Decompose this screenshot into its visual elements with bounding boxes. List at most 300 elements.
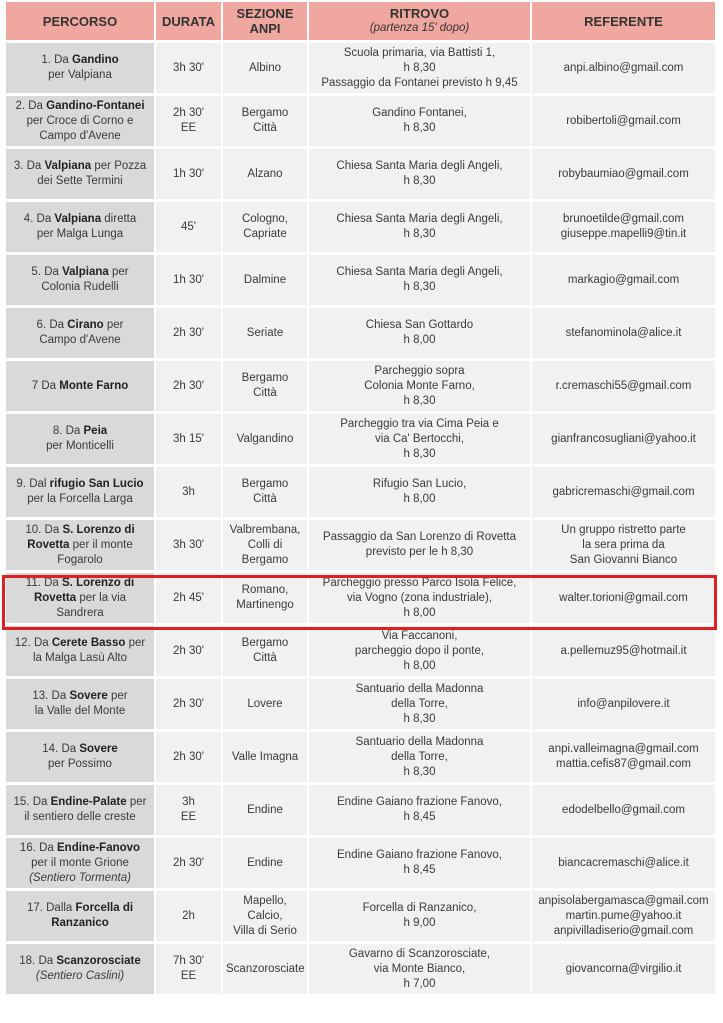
cell-ritrovo xyxy=(309,414,532,467)
ritrovo-line: h 8,30 xyxy=(403,394,436,407)
table-body xyxy=(6,43,717,997)
header-ritrovo xyxy=(309,2,532,43)
cell-ritrovo xyxy=(309,361,532,414)
ritrovo-line: Parcheggio tra via Cima Peia e xyxy=(340,417,499,430)
cell-ritrovo xyxy=(309,467,532,520)
referente-line: brunoetilde@gmail.com xyxy=(563,213,684,225)
percorso-text: per Croce di Corno e xyxy=(26,114,134,127)
cell-durata xyxy=(156,361,223,414)
referente-line: edodelbello@gmail.com xyxy=(562,803,685,816)
percorso-place: Gandino-Fontanei xyxy=(46,99,145,112)
cell-percorso xyxy=(6,891,156,944)
percorso-text: per Possimo xyxy=(48,758,112,770)
percorso-line xyxy=(9,538,151,553)
cell-durata xyxy=(156,255,223,308)
ritrovo-line: Gavarno di Scanzorosciate, xyxy=(348,947,491,960)
table-row xyxy=(6,520,717,573)
percorso-text: 8. Da xyxy=(52,425,84,437)
percorso-text: per il monte Grione xyxy=(31,856,129,869)
cell-durata xyxy=(156,414,223,467)
percorso-line xyxy=(9,916,151,931)
sezione-line: Cologno, xyxy=(241,213,289,225)
header-referente: REFERENTE xyxy=(532,2,717,43)
cell-sezione xyxy=(223,414,309,467)
cell-ritrovo xyxy=(309,944,532,997)
cell-sezione xyxy=(223,467,309,520)
cell-ritrovo xyxy=(309,838,532,891)
sezione-line: Endine xyxy=(247,856,283,869)
cell-percorso xyxy=(6,149,156,202)
percorso-place: S. Lorenzo di xyxy=(62,523,135,536)
percorso-place: Cirano xyxy=(67,319,104,331)
ritrovo-line: h 7,00 xyxy=(403,977,436,990)
referente-line: robybaumiao@gmail.com xyxy=(558,167,689,180)
percorso-line xyxy=(9,742,151,757)
percorso-text: 13. Da xyxy=(32,690,70,702)
percorso-line xyxy=(9,606,151,621)
ritrovo-line: h 8,30 xyxy=(403,228,436,240)
cell-percorso xyxy=(6,255,156,308)
cell-referente xyxy=(532,43,717,96)
ritrovo-line: della Torre, xyxy=(391,697,448,710)
durata-line: 2h 30' xyxy=(173,644,204,657)
ritrovo-line: Santuario della Madonna xyxy=(355,735,484,748)
sezione-line: Villa di Serio xyxy=(233,924,297,937)
cell-ritrovo xyxy=(309,732,532,785)
table-row xyxy=(6,573,717,626)
sezione-line: Scanzorosciate xyxy=(226,962,305,975)
cell-percorso xyxy=(6,838,156,891)
cell-ritrovo xyxy=(309,149,532,202)
cell-ritrovo xyxy=(309,626,532,679)
percorso-text: (Sentiero Caslini) xyxy=(35,970,125,982)
ritrovo-line: h 8,00 xyxy=(403,606,436,619)
percorso-line xyxy=(9,810,151,825)
percorso-text: per xyxy=(125,637,146,649)
sezione-line: Città xyxy=(253,387,277,399)
durata-line: 2h 30' xyxy=(173,326,204,339)
percorso-place: Endine-Palate xyxy=(50,796,127,808)
referente-line: r.cremaschi55@gmail.com xyxy=(555,379,692,392)
ritrovo-line: Passaggio da San Lorenzo di Rovetta xyxy=(322,531,517,543)
sezione-line: Romano, xyxy=(241,584,289,596)
percorso-line xyxy=(9,280,151,295)
cell-sezione xyxy=(223,732,309,785)
percorso-text: 15. Da xyxy=(13,796,51,808)
header-percorso: PERCORSO xyxy=(6,2,156,43)
ritrovo-line: via Vogno (zona industriale), xyxy=(346,591,493,604)
percorso-text: Campo d'Avene xyxy=(39,129,121,142)
percorso-text: dei Sette Termini xyxy=(37,175,123,187)
cell-referente xyxy=(532,255,717,308)
percorso-text: 12. Da xyxy=(14,637,52,649)
ritrovo-line: Chiesa San Gottardo xyxy=(365,319,474,331)
cell-sezione xyxy=(223,679,309,732)
cell-durata xyxy=(156,573,223,626)
routes-table xyxy=(6,2,717,997)
percorso-place: Gandino xyxy=(72,54,119,66)
percorso-line xyxy=(9,795,151,810)
ritrovo-line: Parcheggio sopra xyxy=(374,364,465,377)
durata-line: 2h xyxy=(182,909,195,922)
percorso-text: 4. Da xyxy=(23,213,55,225)
cell-percorso xyxy=(6,626,156,679)
percorso-place: Valpiana xyxy=(44,160,92,172)
sezione-line: Città xyxy=(253,122,277,134)
percorso-place: rifugio San Lucio xyxy=(49,478,144,490)
percorso-line xyxy=(9,379,151,394)
percorso-line xyxy=(9,439,151,454)
cell-ritrovo xyxy=(309,308,532,361)
referente-line: San Giovanni Bianco xyxy=(569,553,678,566)
cell-durata xyxy=(156,891,223,944)
percorso-line xyxy=(9,477,151,492)
cell-sezione xyxy=(223,202,309,255)
cell-percorso xyxy=(6,414,156,467)
ritrovo-line: previsto per le h 8,30 xyxy=(365,546,474,558)
percorso-line xyxy=(9,174,151,189)
percorso-line xyxy=(9,68,151,83)
ritrovo-line: h 8,45 xyxy=(403,864,436,876)
percorso-text: per la Forcella Larga xyxy=(27,493,133,505)
cell-durata xyxy=(156,96,223,149)
percorso-place: Sovere xyxy=(69,690,108,702)
ritrovo-line: h 8,30 xyxy=(403,712,436,725)
percorso-place: Cerete Basso xyxy=(51,637,126,649)
cell-percorso xyxy=(6,361,156,414)
durata-line: 2h 30' xyxy=(173,379,204,392)
cell-sezione xyxy=(223,308,309,361)
durata-line: 2h 30' xyxy=(173,697,204,710)
cell-durata xyxy=(156,732,223,785)
referente-line: la sera prima da xyxy=(582,538,665,551)
referente-line: Un gruppo ristretto parte xyxy=(561,523,686,536)
percorso-text: Colonia Rudelli xyxy=(41,281,119,293)
cell-durata xyxy=(156,202,223,255)
percorso-text: per Malga Lunga xyxy=(36,228,124,240)
cell-percorso xyxy=(6,944,156,997)
ritrovo-line: della Torre, xyxy=(391,750,448,763)
percorso-text: 11. Da xyxy=(25,576,63,589)
ritrovo-line: h 8,30 xyxy=(403,765,436,778)
cell-durata xyxy=(156,520,223,573)
cell-durata xyxy=(156,308,223,361)
percorso-place: Valpiana xyxy=(54,213,102,225)
referente-line: anpi.albino@gmail.com xyxy=(563,61,684,74)
percorso-text: 5. Da xyxy=(31,266,63,278)
referente-line: anpi.valleimagna@gmail.com xyxy=(548,743,699,755)
percorso-line xyxy=(9,689,151,704)
durata-line: EE xyxy=(180,970,197,982)
referente-line: martin.pume@yahoo.it xyxy=(565,909,682,922)
cell-durata xyxy=(156,944,223,997)
sezione-line: Valgandino xyxy=(236,432,294,445)
ritrovo-line: Scuola primaria, via Battisti 1, xyxy=(343,46,496,59)
referente-line: walter.torioni@gmail.com xyxy=(559,591,688,604)
referente-line: stefanominola@alice.it xyxy=(565,326,682,339)
table-row xyxy=(6,414,717,467)
ritrovo-line: Rifugio San Lucio, xyxy=(372,478,467,490)
cell-ritrovo xyxy=(309,679,532,732)
cell-referente xyxy=(532,838,717,891)
percorso-line xyxy=(9,704,151,719)
percorso-place: Rovetta xyxy=(33,591,77,604)
percorso-text: per il monte xyxy=(69,538,133,551)
cell-percorso xyxy=(6,308,156,361)
percorso-line xyxy=(9,841,151,856)
percorso-text: 7 Da xyxy=(31,379,60,392)
cell-ritrovo xyxy=(309,785,532,838)
ritrovo-line: Gandino Fontanei, xyxy=(372,107,467,119)
table-row xyxy=(6,255,717,308)
percorso-text: per xyxy=(103,319,124,331)
sezione-line: Bergamo xyxy=(241,553,289,566)
durata-line: 3h xyxy=(182,485,195,498)
ritrovo-line: Chiesa Santa Maria degli Angeli, xyxy=(336,160,503,172)
ritrovo-line: h 8,30 xyxy=(403,175,436,187)
table-row xyxy=(6,43,717,96)
percorso-line xyxy=(9,212,151,227)
cell-ritrovo xyxy=(309,520,532,573)
percorso-place: Sovere xyxy=(79,743,118,755)
referente-line: anpisolabergamasca@gmail.com xyxy=(538,894,709,907)
percorso-text: Sandrera xyxy=(56,606,104,619)
cell-durata xyxy=(156,149,223,202)
cell-durata xyxy=(156,43,223,96)
cell-referente xyxy=(532,679,717,732)
ritrovo-line: parcheggio dopo il ponte, xyxy=(354,644,485,657)
referente-line: markagio@gmail.com xyxy=(567,273,680,286)
percorso-text: 17. Dalla xyxy=(26,902,76,914)
percorso-place: Rovetta xyxy=(27,538,70,551)
percorso-place: Forcella di xyxy=(75,902,134,914)
durata-line: 2h 30' xyxy=(173,750,204,763)
percorso-place: S. Lorenzo di xyxy=(62,576,135,589)
cell-referente xyxy=(532,149,717,202)
percorso-line xyxy=(9,159,151,174)
table-row xyxy=(6,891,717,944)
cell-percorso xyxy=(6,679,156,732)
cell-referente xyxy=(532,96,717,149)
table-row xyxy=(6,467,717,520)
durata-line: 1h 30' xyxy=(173,273,204,286)
table-row xyxy=(6,96,717,149)
percorso-place: Monte Farno xyxy=(59,379,129,392)
header-durata: DURATA xyxy=(156,2,223,43)
ritrovo-line: Parcheggio presso Parco Isola Felice, xyxy=(322,576,517,589)
percorso-text: per xyxy=(107,690,128,702)
sezione-line: Città xyxy=(253,493,277,505)
durata-line: 2h 45' xyxy=(173,591,204,604)
percorso-text: per la via xyxy=(76,591,127,604)
percorso-line xyxy=(9,871,151,886)
ritrovo-line: via Ca' Bertocchi, xyxy=(374,432,465,445)
sezione-line: Valbrembana, xyxy=(229,523,301,536)
cell-sezione xyxy=(223,626,309,679)
cell-sezione xyxy=(223,573,309,626)
cell-sezione xyxy=(223,255,309,308)
table-row xyxy=(6,361,717,414)
sezione-line: Alzano xyxy=(247,167,283,180)
cell-referente xyxy=(532,414,717,467)
percorso-place: Peia xyxy=(83,425,108,437)
ritrovo-line: via Monte Bianco, xyxy=(373,962,466,975)
percorso-line xyxy=(9,856,151,871)
percorso-line xyxy=(9,901,151,916)
cell-percorso xyxy=(6,467,156,520)
percorso-text: per xyxy=(108,266,129,278)
referente-line: giuseppe.mapelli9@tin.it xyxy=(560,228,687,240)
sezione-line: Bergamo xyxy=(241,637,289,649)
cell-referente xyxy=(532,361,717,414)
durata-line: EE xyxy=(180,811,197,823)
percorso-line xyxy=(9,757,151,772)
percorso-text: per xyxy=(126,796,147,808)
percorso-line xyxy=(9,333,151,348)
ritrovo-line: h 8,30 xyxy=(403,122,436,134)
cell-sezione xyxy=(223,891,309,944)
sezione-line: Bergamo xyxy=(241,372,289,384)
percorso-place: Scanzorosciate xyxy=(56,955,141,967)
durata-line: 3h 15' xyxy=(173,432,204,445)
cell-ritrovo xyxy=(309,255,532,308)
sezione-line: Seriate xyxy=(246,326,284,339)
table-row xyxy=(6,679,717,732)
cell-referente xyxy=(532,202,717,255)
cell-durata xyxy=(156,679,223,732)
table-header-row xyxy=(6,2,717,43)
percorso-text: 18. Da xyxy=(19,955,57,967)
percorso-line xyxy=(9,954,151,969)
cell-ritrovo xyxy=(309,43,532,96)
sezione-line: Colli di xyxy=(247,538,283,551)
cell-durata xyxy=(156,467,223,520)
percorso-line xyxy=(9,492,151,507)
header-ritrovo-label: RITROVO xyxy=(389,6,450,21)
sezione-line: Mapello, Calcio, xyxy=(243,894,287,922)
cell-durata xyxy=(156,626,223,679)
table-row xyxy=(6,944,717,997)
percorso-line xyxy=(9,265,151,280)
cell-durata xyxy=(156,785,223,838)
cell-referente xyxy=(532,520,717,573)
cell-sezione xyxy=(223,785,309,838)
percorso-text: 9. Dal xyxy=(16,478,50,490)
table-row xyxy=(6,838,717,891)
cell-referente xyxy=(532,891,717,944)
percorso-line xyxy=(9,318,151,333)
percorso-line xyxy=(9,114,151,129)
cell-ritrovo xyxy=(309,96,532,149)
sezione-line: Endine xyxy=(247,803,283,816)
ritrovo-line: h 8,30 xyxy=(403,447,436,460)
percorso-text: (Sentiero Tormenta) xyxy=(29,871,131,884)
cell-ritrovo xyxy=(309,891,532,944)
percorso-line xyxy=(9,553,151,568)
percorso-text: per Valpiana xyxy=(48,69,112,81)
percorso-text: per Monticelli xyxy=(46,440,114,452)
percorso-line xyxy=(9,636,151,651)
percorso-place: Valpiana xyxy=(62,266,109,278)
referente-line: giovancorna@virgilio.it xyxy=(565,962,682,975)
referente-line: robibertoli@gmail.com xyxy=(566,114,681,127)
cell-referente xyxy=(532,944,717,997)
header-sezione: SEZIONE ANPI xyxy=(223,2,309,43)
percorso-text: Campo d'Avene xyxy=(39,334,121,346)
percorso-text: Fogarolo xyxy=(57,553,103,566)
cell-sezione xyxy=(223,43,309,96)
sezione-line: Lovere xyxy=(247,697,283,710)
ritrovo-line: Colonia Monte Farno, xyxy=(364,379,475,392)
cell-sezione xyxy=(223,96,309,149)
header-ritrovo-note: (partenza 15' dopo) xyxy=(369,22,470,34)
table-row xyxy=(6,149,717,202)
sezione-line: Albino xyxy=(249,61,281,74)
durata-line: 45' xyxy=(181,220,196,233)
cell-referente xyxy=(532,308,717,361)
cell-ritrovo xyxy=(309,573,532,626)
sezione-line: Bergamo xyxy=(241,107,289,119)
ritrovo-line: h 8,00 xyxy=(403,493,436,505)
cell-percorso xyxy=(6,785,156,838)
sezione-line: Città xyxy=(253,652,277,664)
ritrovo-line: Endine Gaiano frazione Fanovo, xyxy=(337,796,502,808)
percorso-text: diretta xyxy=(101,213,137,225)
percorso-text: 2. Da xyxy=(15,99,47,112)
cell-referente xyxy=(532,785,717,838)
percorso-line xyxy=(9,227,151,242)
percorso-text: 10. Da xyxy=(25,523,63,536)
percorso-line xyxy=(9,969,151,984)
percorso-text: 14. Da xyxy=(42,743,80,755)
percorso-place: Endine-Fanovo xyxy=(57,841,141,854)
percorso-line xyxy=(9,591,151,606)
referente-line: anpivilladiserio@gmail.com xyxy=(553,924,694,937)
cell-sezione xyxy=(223,149,309,202)
percorso-place: Ranzanico xyxy=(51,917,109,929)
cell-percorso xyxy=(6,43,156,96)
table-row xyxy=(6,732,717,785)
percorso-text: per Pozza xyxy=(91,160,147,172)
percorso-line xyxy=(9,99,151,114)
ritrovo-line: Forcella di Ranzanico, xyxy=(362,902,477,914)
ritrovo-line: h 8,45 xyxy=(403,811,436,823)
durata-line: 1h 30' xyxy=(173,167,204,180)
ritrovo-line: h 8,30 xyxy=(403,61,436,74)
cell-sezione xyxy=(223,361,309,414)
cell-sezione xyxy=(223,520,309,573)
ritrovo-line: h 8,00 xyxy=(403,334,436,346)
durata-line: EE xyxy=(180,122,197,134)
routes-table-container xyxy=(6,2,717,997)
cell-percorso xyxy=(6,202,156,255)
durata-line: 3h 30' xyxy=(173,538,204,551)
cell-percorso xyxy=(6,732,156,785)
cell-percorso xyxy=(6,573,156,626)
percorso-line xyxy=(9,53,151,68)
cell-referente xyxy=(532,732,717,785)
durata-line: 3h 30' xyxy=(173,61,204,74)
table-row xyxy=(6,626,717,679)
ritrovo-line: Santuario della Madonna xyxy=(355,682,484,695)
sezione-line: Bergamo xyxy=(241,478,289,490)
cell-ritrovo xyxy=(309,202,532,255)
table-row xyxy=(6,785,717,838)
durata-line: 2h 30' xyxy=(173,856,204,869)
cell-referente xyxy=(532,467,717,520)
referente-line: gabricremaschi@gmail.com xyxy=(552,485,695,498)
percorso-text: la Valle del Monte xyxy=(34,705,126,717)
